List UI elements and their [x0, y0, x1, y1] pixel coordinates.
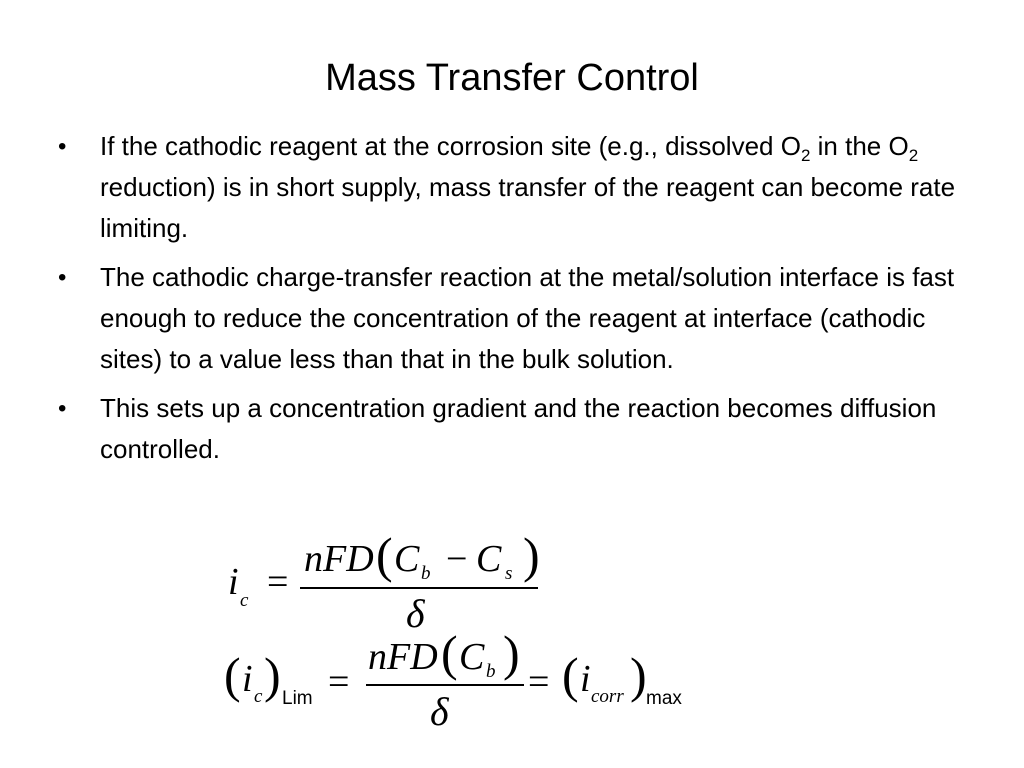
eq2-rhs-sub: corr — [591, 686, 624, 707]
bullet-item-3 — [58, 388, 978, 470]
bullet-marker: • — [58, 133, 67, 160]
bullet-marker: • — [58, 264, 67, 291]
bullet-list — [58, 126, 978, 478]
bullet-item-1 — [58, 126, 978, 249]
eq2-num-nfd: nFD — [368, 636, 438, 678]
eq1-lhs-i: i — [228, 561, 239, 603]
eq2-sub-b: b — [486, 661, 496, 682]
eq2-rhs-i: i — [580, 658, 591, 700]
eq2-open-paren-lhs: ( — [224, 647, 241, 703]
bullet-1-text-c: reduction) is in short supply, mass transfer of the reagent can become rate limiting. — [100, 172, 956, 243]
eq1-fraction-bar — [300, 587, 538, 589]
eq1-lhs-sub: c — [240, 590, 249, 611]
bullet-1-text-b: in the O — [810, 131, 909, 161]
eq1-c-surface: C — [476, 538, 502, 580]
eq1-open-paren: ( — [376, 527, 393, 583]
eq1-minus: − — [446, 538, 468, 580]
eq1-close-paren: ) — [523, 527, 540, 583]
eq2-max-label: max — [646, 688, 682, 709]
eq2-close-paren-rhs: ) — [630, 647, 647, 703]
eq2-equals-2: = — [528, 661, 550, 703]
eq2-lim-label: Lim — [282, 688, 313, 709]
eq2-equals-1: = — [328, 661, 350, 703]
bullet-1-text-a: If the cathodic reagent at the corrosion site (e.g., dissolved O — [100, 131, 801, 161]
eq2-close-paren-lhs: ) — [264, 647, 281, 703]
eq2-open-paren-num: ( — [441, 625, 458, 681]
eq1-c-bulk: C — [394, 538, 420, 580]
bullet-3-text: This sets up a concentration gradient and the reaction becomes diffusion controlled. — [100, 393, 937, 464]
eq2-lhs-sub: c — [254, 686, 263, 707]
eq2-denominator-delta: δ — [430, 689, 449, 734]
eq1-sub-b: b — [421, 563, 431, 584]
eq2-open-paren-rhs: ( — [562, 647, 579, 703]
eq2-lhs-i: i — [242, 658, 253, 700]
subscript-2: 2 — [800, 146, 811, 165]
eq1-sub-s: s — [505, 563, 513, 584]
eq2-c-bulk: C — [459, 636, 485, 678]
eq2-fraction-bar — [366, 684, 524, 686]
eq1-equals: = — [267, 561, 289, 603]
bullet-2-text: The cathodic charge-transfer reaction at the metal/solution interface is fast enough to reduce the concentration of the reagent at interface (cathodic sites) to a value less than that in the bulk solution. — [100, 262, 955, 374]
eq2-close-paren-num: ) — [503, 625, 520, 681]
eq1-denominator-delta: δ — [406, 591, 425, 636]
slide-title: Mass Transfer Control — [325, 57, 699, 99]
bullet-marker: • — [58, 395, 67, 422]
eq1-num-nfd: nFD — [304, 538, 374, 580]
bullet-item-2 — [58, 257, 978, 380]
subscript-2: 2 — [908, 146, 919, 165]
